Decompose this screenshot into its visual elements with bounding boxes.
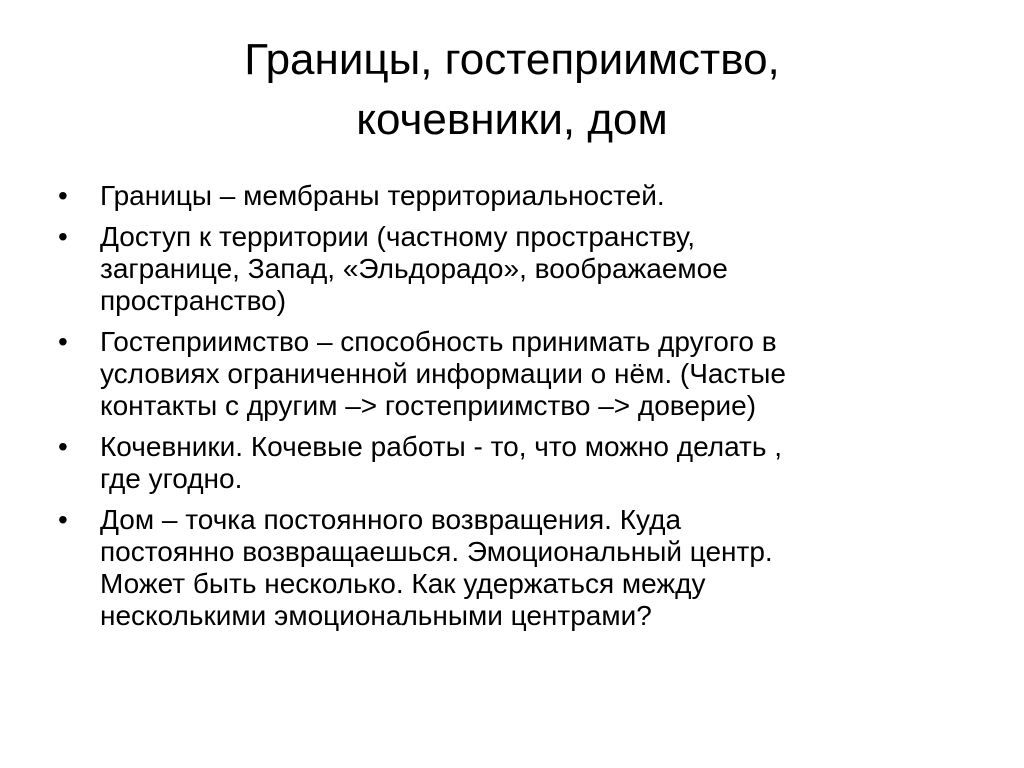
bullet-line: Может быть несколько. Как удержаться между: [100, 568, 706, 599]
bullet-line: Кочевники. Кочевые работы - то, что можно делать ,: [100, 431, 782, 462]
bullet-line: условиях ограниченной информации о нём. (Частые: [100, 358, 786, 389]
bullet-text: [100, 221, 978, 317]
slide-title-line-1: Границы, гостеприимство,: [244, 35, 780, 84]
bullet-icon: •: [58, 221, 68, 252]
bullet-line: Доступ к территории (частному пространству,: [100, 221, 696, 252]
bullet-text: [100, 326, 978, 422]
bullet-icon: •: [58, 504, 68, 535]
bullet-icon: •: [58, 326, 68, 357]
bullet-icon: •: [58, 180, 68, 211]
bullet-line: Границы – мембраны территориальностей.: [100, 180, 665, 211]
bullet-icon: •: [58, 431, 68, 462]
bullet-list: [58, 180, 978, 641]
bullet-text: [100, 504, 978, 632]
bullet-item-access: [58, 221, 978, 317]
bullet-item-borders: [58, 180, 978, 212]
bullet-line: Дом – точка постоянного возвращения. Куда: [100, 504, 682, 535]
bullet-line: постоянно возвращаешься. Эмоциональный центр.: [100, 536, 773, 567]
bullet-item-hospitality: [58, 326, 978, 422]
bullet-line: несколькими эмоциональными центрами?: [100, 600, 652, 631]
bullet-text: [100, 180, 978, 212]
bullet-line: загранице, Запад, «Эльдорадо», воображаемое: [100, 253, 728, 284]
bullet-line: где угодно.: [100, 463, 243, 494]
slide-title-line-2: кочевники, дом: [356, 95, 668, 144]
bullet-item-home: [58, 504, 978, 632]
bullet-text: [100, 431, 978, 495]
bullet-line: пространство): [100, 285, 287, 316]
bullet-line: Гостеприимство – способность принимать другого в: [100, 326, 777, 357]
slide-title: [60, 30, 964, 150]
bullet-item-nomads: [58, 431, 978, 495]
bullet-line: контакты с другим –> гостеприимство –> доверие): [100, 390, 757, 421]
